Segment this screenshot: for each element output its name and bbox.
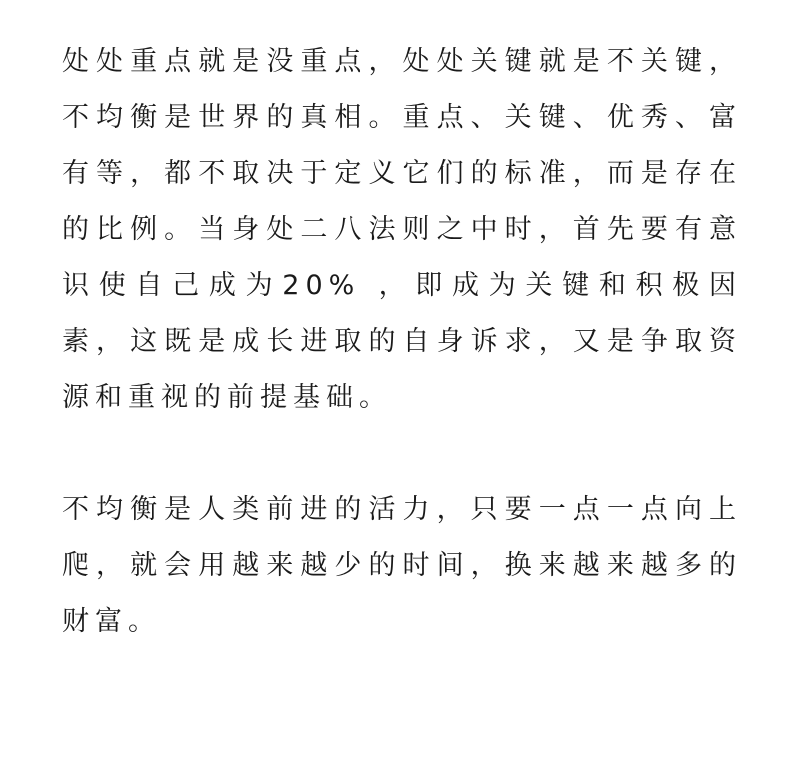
paragraph-1: 处处重点就是没重点，处处关键就是不关键，不均衡是世界的真相。重点、关键、优秀、富有等，都不取决于定义它们的标准，而是存在的比例。当身处二八法则之中时，首先要有意识使自己成为20% ，即成为关键和积极因素，这既是成长进取的自身诉求，又是争取资源和重视的前提基础。: [62, 46, 742, 413]
paragraph-2: 不均衡是人类前进的活力，只要一点一点向上爬，就会用越来越少的时间，换来越来越多的财富。: [62, 494, 742, 637]
article-body: [62, 34, 742, 650]
